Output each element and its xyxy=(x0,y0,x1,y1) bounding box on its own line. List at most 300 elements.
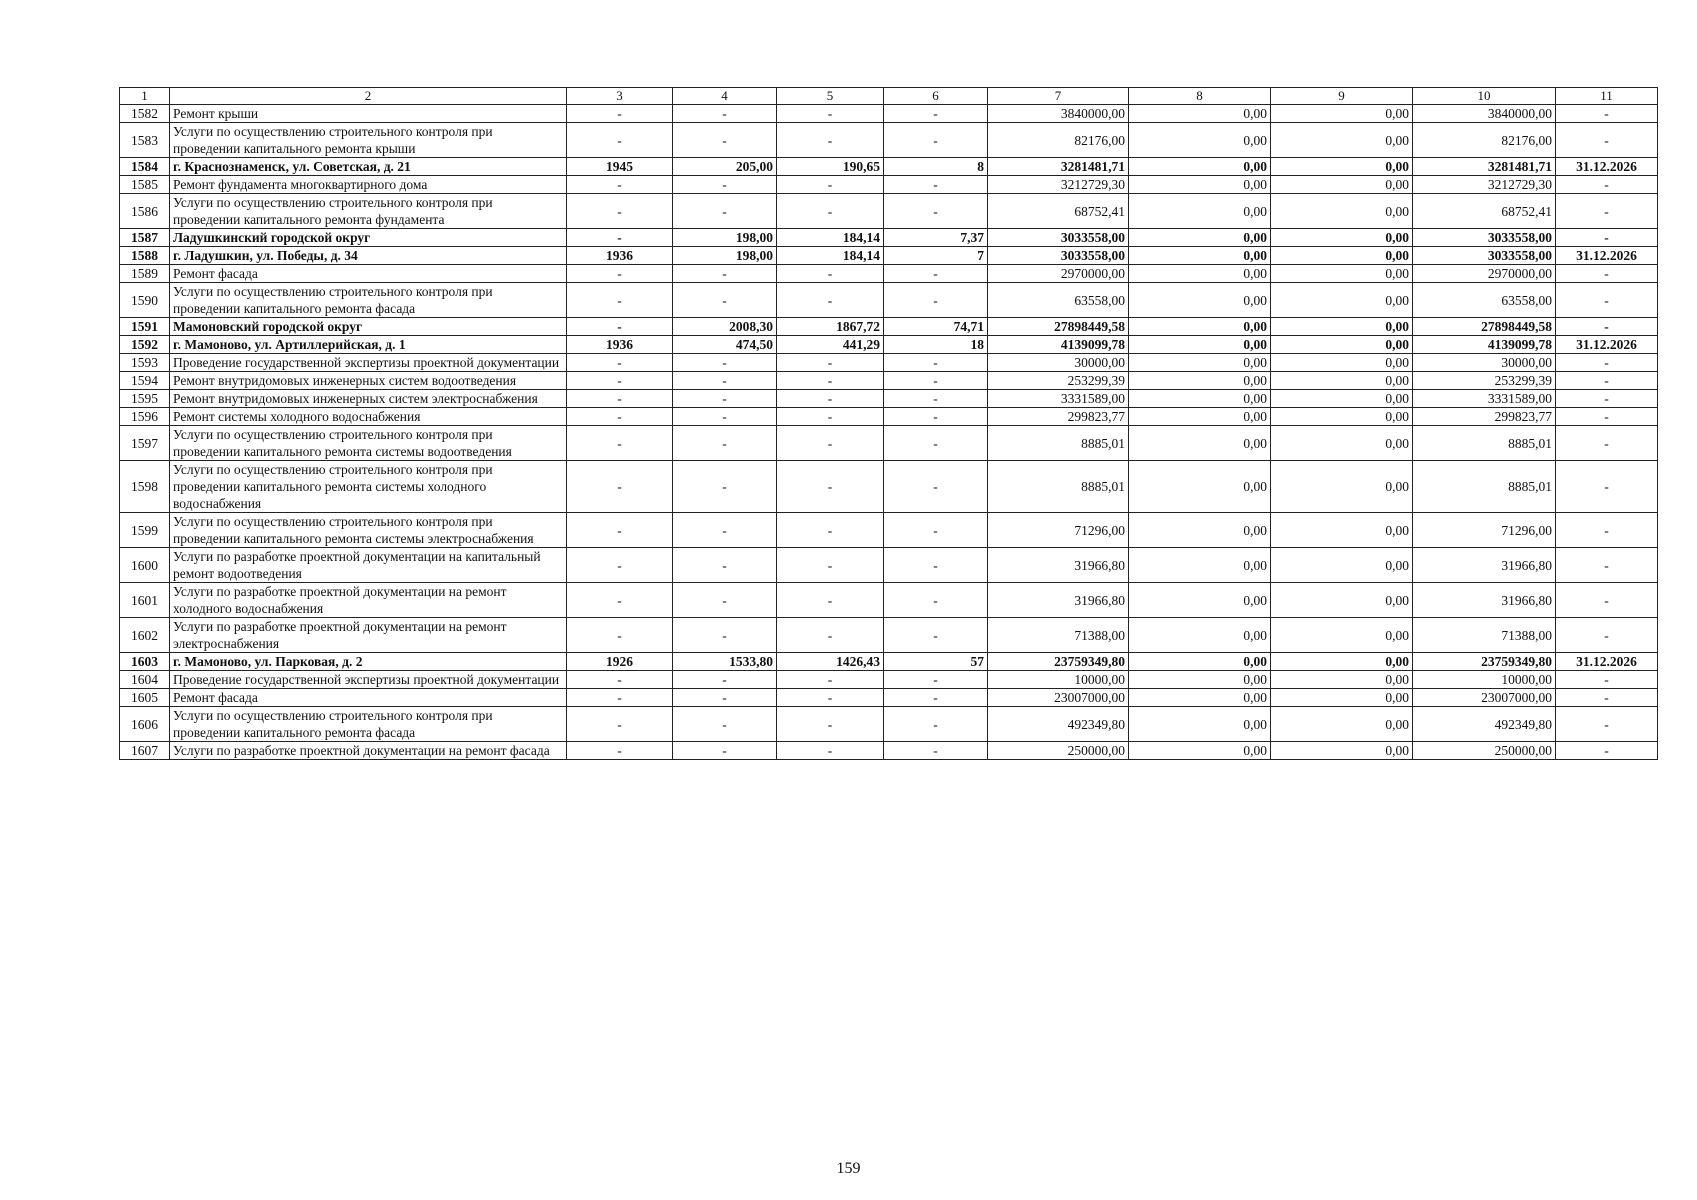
row-number-cell: 1583 xyxy=(120,123,170,158)
col10-cell: 27898449,58 xyxy=(1413,318,1556,336)
name-cell: г. Краснознаменск, ул. Советская, д. 21 xyxy=(170,158,567,176)
col8-cell: 0,00 xyxy=(1129,548,1271,583)
table-row xyxy=(120,229,1658,247)
name-cell: Услуги по разработке проектной документации на ремонт электроснабжения xyxy=(170,618,567,653)
row-number-cell: 1590 xyxy=(120,283,170,318)
col7-cell: 4139099,78 xyxy=(988,336,1129,354)
year-cell: - xyxy=(567,583,673,618)
col4-cell: - xyxy=(673,461,777,513)
row-number-cell: 1586 xyxy=(120,194,170,229)
col10-cell: 8885,01 xyxy=(1413,461,1556,513)
name-cell: Услуги по разработке проектной документации на ремонт фасада xyxy=(170,742,567,760)
year-cell: - xyxy=(567,372,673,390)
col8-cell: 0,00 xyxy=(1129,229,1271,247)
col8-cell: 0,00 xyxy=(1129,513,1271,548)
col7-cell: 3840000,00 xyxy=(988,105,1129,123)
table-row xyxy=(120,618,1658,653)
col6-cell: - xyxy=(884,548,988,583)
column-header: 8 xyxy=(1129,88,1271,105)
col4-cell: - xyxy=(673,105,777,123)
column-header: 3 xyxy=(567,88,673,105)
name-cell: Ремонт фасада xyxy=(170,689,567,707)
col6-cell: - xyxy=(884,123,988,158)
date-cell: 31.12.2026 xyxy=(1556,653,1658,671)
col6-cell: - xyxy=(884,426,988,461)
col9-cell: 0,00 xyxy=(1271,176,1413,194)
year-cell: - xyxy=(567,426,673,461)
col9-cell: 0,00 xyxy=(1271,372,1413,390)
table-row xyxy=(120,194,1658,229)
col8-cell: 0,00 xyxy=(1129,158,1271,176)
row-number-cell: 1605 xyxy=(120,689,170,707)
col10-cell: 3840000,00 xyxy=(1413,105,1556,123)
col5-cell: - xyxy=(777,354,884,372)
col9-cell: 0,00 xyxy=(1271,513,1413,548)
table-row xyxy=(120,653,1658,671)
col8-cell: 0,00 xyxy=(1129,123,1271,158)
col5-cell: - xyxy=(777,618,884,653)
col5-cell: 441,29 xyxy=(777,336,884,354)
row-number-cell: 1604 xyxy=(120,671,170,689)
row-number-cell: 1603 xyxy=(120,653,170,671)
table-row xyxy=(120,390,1658,408)
col7-cell: 27898449,58 xyxy=(988,318,1129,336)
col4-cell: - xyxy=(673,583,777,618)
year-cell: - xyxy=(567,354,673,372)
col10-cell: 3212729,30 xyxy=(1413,176,1556,194)
column-header: 7 xyxy=(988,88,1129,105)
column-header: 6 xyxy=(884,88,988,105)
col6-cell: 18 xyxy=(884,336,988,354)
name-cell: Услуги по осуществлению строительного контроля при проведении капитального ремонта системы водоотведения xyxy=(170,426,567,461)
col9-cell: 0,00 xyxy=(1271,283,1413,318)
col8-cell: 0,00 xyxy=(1129,426,1271,461)
year-cell: 1936 xyxy=(567,247,673,265)
col7-cell: 3033558,00 xyxy=(988,229,1129,247)
col8-cell: 0,00 xyxy=(1129,583,1271,618)
year-cell: - xyxy=(567,194,673,229)
date-cell: - xyxy=(1556,318,1658,336)
column-header: 10 xyxy=(1413,88,1556,105)
col5-cell: - xyxy=(777,707,884,742)
col10-cell: 492349,80 xyxy=(1413,707,1556,742)
col5-cell: 190,65 xyxy=(777,158,884,176)
col9-cell: 0,00 xyxy=(1271,229,1413,247)
col7-cell: 68752,41 xyxy=(988,194,1129,229)
year-cell: 1936 xyxy=(567,336,673,354)
year-cell: - xyxy=(567,390,673,408)
year-cell: - xyxy=(567,742,673,760)
row-number-cell: 1607 xyxy=(120,742,170,760)
col5-cell: - xyxy=(777,123,884,158)
date-cell: 31.12.2026 xyxy=(1556,158,1658,176)
col8-cell: 0,00 xyxy=(1129,689,1271,707)
col8-cell: 0,00 xyxy=(1129,390,1271,408)
table-row xyxy=(120,426,1658,461)
year-cell: - xyxy=(567,408,673,426)
col6-cell: 8 xyxy=(884,158,988,176)
col10-cell: 82176,00 xyxy=(1413,123,1556,158)
col7-cell: 8885,01 xyxy=(988,426,1129,461)
col9-cell: 0,00 xyxy=(1271,318,1413,336)
col4-cell: - xyxy=(673,372,777,390)
col9-cell: 0,00 xyxy=(1271,618,1413,653)
col5-cell: - xyxy=(777,671,884,689)
year-cell: - xyxy=(567,671,673,689)
col10-cell: 3033558,00 xyxy=(1413,247,1556,265)
column-header: 5 xyxy=(777,88,884,105)
col9-cell: 0,00 xyxy=(1271,336,1413,354)
col8-cell: 0,00 xyxy=(1129,372,1271,390)
name-cell: г. Мамоново, ул. Парковая, д. 2 xyxy=(170,653,567,671)
col8-cell: 0,00 xyxy=(1129,336,1271,354)
col10-cell: 31966,80 xyxy=(1413,583,1556,618)
date-cell: - xyxy=(1556,176,1658,194)
date-cell: 31.12.2026 xyxy=(1556,336,1658,354)
date-cell: - xyxy=(1556,390,1658,408)
col7-cell: 3033558,00 xyxy=(988,247,1129,265)
name-cell: Мамоновский городской округ xyxy=(170,318,567,336)
col7-cell: 2970000,00 xyxy=(988,265,1129,283)
col6-cell: - xyxy=(884,742,988,760)
name-cell: Ремонт фундамента многоквартирного дома xyxy=(170,176,567,194)
row-number-cell: 1593 xyxy=(120,354,170,372)
col5-cell: - xyxy=(777,372,884,390)
col7-cell: 253299,39 xyxy=(988,372,1129,390)
year-cell: - xyxy=(567,229,673,247)
col6-cell: - xyxy=(884,689,988,707)
row-number-cell: 1601 xyxy=(120,583,170,618)
year-cell: - xyxy=(567,548,673,583)
row-number-cell: 1585 xyxy=(120,176,170,194)
row-number-cell: 1588 xyxy=(120,247,170,265)
col7-cell: 3281481,71 xyxy=(988,158,1129,176)
row-number-cell: 1597 xyxy=(120,426,170,461)
name-cell: Ремонт внутридомовых инженерных систем водоотведения xyxy=(170,372,567,390)
row-number-cell: 1584 xyxy=(120,158,170,176)
col9-cell: 0,00 xyxy=(1271,426,1413,461)
col7-cell: 299823,77 xyxy=(988,408,1129,426)
col7-cell: 63558,00 xyxy=(988,283,1129,318)
col4-cell: 205,00 xyxy=(673,158,777,176)
col8-cell: 0,00 xyxy=(1129,265,1271,283)
date-cell: - xyxy=(1556,742,1658,760)
row-number-cell: 1594 xyxy=(120,372,170,390)
col7-cell: 3331589,00 xyxy=(988,390,1129,408)
year-cell: 1926 xyxy=(567,653,673,671)
col8-cell: 0,00 xyxy=(1129,408,1271,426)
col6-cell: - xyxy=(884,354,988,372)
table-row xyxy=(120,707,1658,742)
col5-cell: - xyxy=(777,513,884,548)
col5-cell: - xyxy=(777,583,884,618)
col7-cell: 250000,00 xyxy=(988,742,1129,760)
col10-cell: 71388,00 xyxy=(1413,618,1556,653)
table-row xyxy=(120,336,1658,354)
col4-cell: - xyxy=(673,513,777,548)
col6-cell: - xyxy=(884,194,988,229)
col10-cell: 30000,00 xyxy=(1413,354,1556,372)
col10-cell: 3331589,00 xyxy=(1413,390,1556,408)
row-number-cell: 1598 xyxy=(120,461,170,513)
row-number-cell: 1602 xyxy=(120,618,170,653)
col4-cell: - xyxy=(673,426,777,461)
year-cell: - xyxy=(567,123,673,158)
col5-cell: - xyxy=(777,742,884,760)
col6-cell: 7,37 xyxy=(884,229,988,247)
date-cell: - xyxy=(1556,194,1658,229)
col8-cell: 0,00 xyxy=(1129,354,1271,372)
name-cell: Услуги по осуществлению строительного контроля при проведении капитального ремонта крыши xyxy=(170,123,567,158)
table-row xyxy=(120,123,1658,158)
name-cell: Ремонт фасада xyxy=(170,265,567,283)
col4-cell: 198,00 xyxy=(673,229,777,247)
col8-cell: 0,00 xyxy=(1129,742,1271,760)
col4-cell: - xyxy=(673,742,777,760)
col7-cell: 82176,00 xyxy=(988,123,1129,158)
col4-cell: - xyxy=(673,265,777,283)
col9-cell: 0,00 xyxy=(1271,105,1413,123)
year-cell: - xyxy=(567,176,673,194)
col5-cell: 1426,43 xyxy=(777,653,884,671)
col10-cell: 23007000,00 xyxy=(1413,689,1556,707)
col4-cell: - xyxy=(673,689,777,707)
table-row xyxy=(120,548,1658,583)
name-cell: г. Ладушкин, ул. Победы, д. 34 xyxy=(170,247,567,265)
table-row xyxy=(120,158,1658,176)
row-number-cell: 1582 xyxy=(120,105,170,123)
table-row xyxy=(120,461,1658,513)
col8-cell: 0,00 xyxy=(1129,671,1271,689)
col4-cell: 474,50 xyxy=(673,336,777,354)
col6-cell: - xyxy=(884,461,988,513)
col8-cell: 0,00 xyxy=(1129,283,1271,318)
col6-cell: - xyxy=(884,671,988,689)
col6-cell: 57 xyxy=(884,653,988,671)
col6-cell: - xyxy=(884,618,988,653)
col4-cell: - xyxy=(673,671,777,689)
name-cell: Услуги по осуществлению строительного контроля при проведении капитального ремонта фасада xyxy=(170,707,567,742)
col10-cell: 63558,00 xyxy=(1413,283,1556,318)
col9-cell: 0,00 xyxy=(1271,390,1413,408)
col7-cell: 23007000,00 xyxy=(988,689,1129,707)
col4-cell: - xyxy=(673,548,777,583)
col8-cell: 0,00 xyxy=(1129,461,1271,513)
col7-cell: 10000,00 xyxy=(988,671,1129,689)
col5-cell: - xyxy=(777,408,884,426)
col9-cell: 0,00 xyxy=(1271,194,1413,229)
name-cell: Проведение государственной экспертизы проектной документации xyxy=(170,671,567,689)
row-number-cell: 1587 xyxy=(120,229,170,247)
table-row xyxy=(120,372,1658,390)
name-cell: Ремонт системы холодного водоснабжения xyxy=(170,408,567,426)
col6-cell: - xyxy=(884,390,988,408)
date-cell: - xyxy=(1556,408,1658,426)
row-number-cell: 1589 xyxy=(120,265,170,283)
table-row xyxy=(120,283,1658,318)
col8-cell: 0,00 xyxy=(1129,194,1271,229)
date-cell: - xyxy=(1556,689,1658,707)
name-cell: Услуги по осуществлению строительного контроля при проведении капитального ремонта системы холодного водоснабжения xyxy=(170,461,567,513)
col5-cell: - xyxy=(777,548,884,583)
col10-cell: 253299,39 xyxy=(1413,372,1556,390)
row-number-cell: 1599 xyxy=(120,513,170,548)
col6-cell: - xyxy=(884,583,988,618)
col8-cell: 0,00 xyxy=(1129,105,1271,123)
col10-cell: 71296,00 xyxy=(1413,513,1556,548)
col4-cell: 198,00 xyxy=(673,247,777,265)
col9-cell: 0,00 xyxy=(1271,671,1413,689)
date-cell: - xyxy=(1556,105,1658,123)
col10-cell: 31966,80 xyxy=(1413,548,1556,583)
name-cell: Проведение государственной экспертизы проектной документации xyxy=(170,354,567,372)
col10-cell: 299823,77 xyxy=(1413,408,1556,426)
name-cell: Ремонт внутридомовых инженерных систем электроснабжения xyxy=(170,390,567,408)
date-cell: - xyxy=(1556,671,1658,689)
name-cell: Ремонт крыши xyxy=(170,105,567,123)
col4-cell: 1533,80 xyxy=(673,653,777,671)
table-row xyxy=(120,247,1658,265)
col9-cell: 0,00 xyxy=(1271,548,1413,583)
col6-cell: 74,71 xyxy=(884,318,988,336)
col9-cell: 0,00 xyxy=(1271,653,1413,671)
name-cell: г. Мамоново, ул. Артиллерийская, д. 1 xyxy=(170,336,567,354)
col5-cell: - xyxy=(777,194,884,229)
col4-cell: - xyxy=(673,123,777,158)
col4-cell: - xyxy=(673,354,777,372)
col5-cell: 184,14 xyxy=(777,229,884,247)
col10-cell: 4139099,78 xyxy=(1413,336,1556,354)
col9-cell: 0,00 xyxy=(1271,408,1413,426)
name-cell: Услуги по разработке проектной документации на ремонт холодного водоснабжения xyxy=(170,583,567,618)
row-number-cell: 1600 xyxy=(120,548,170,583)
col7-cell: 31966,80 xyxy=(988,583,1129,618)
register-table xyxy=(119,87,1658,760)
col4-cell: - xyxy=(673,618,777,653)
table-row xyxy=(120,671,1658,689)
column-header-row xyxy=(120,88,1658,105)
name-cell: Услуги по осуществлению строительного контроля при проведении капитального ремонта фасада xyxy=(170,283,567,318)
table-row xyxy=(120,318,1658,336)
date-cell: - xyxy=(1556,283,1658,318)
row-number-cell: 1592 xyxy=(120,336,170,354)
col9-cell: 0,00 xyxy=(1271,265,1413,283)
col10-cell: 3033558,00 xyxy=(1413,229,1556,247)
table-row xyxy=(120,689,1658,707)
row-number-cell: 1595 xyxy=(120,390,170,408)
col6-cell: - xyxy=(884,265,988,283)
col10-cell: 2970000,00 xyxy=(1413,265,1556,283)
column-header: 2 xyxy=(170,88,567,105)
col6-cell: - xyxy=(884,707,988,742)
col4-cell: 2008,30 xyxy=(673,318,777,336)
col7-cell: 71388,00 xyxy=(988,618,1129,653)
col5-cell: - xyxy=(777,390,884,408)
year-cell: - xyxy=(567,513,673,548)
year-cell: - xyxy=(567,105,673,123)
col7-cell: 31966,80 xyxy=(988,548,1129,583)
col6-cell: 7 xyxy=(884,247,988,265)
table-row xyxy=(120,583,1658,618)
table-row xyxy=(120,408,1658,426)
col8-cell: 0,00 xyxy=(1129,247,1271,265)
row-number-cell: 1596 xyxy=(120,408,170,426)
name-cell: Услуги по осуществлению строительного контроля при проведении капитального ремонта системы электроснабжения xyxy=(170,513,567,548)
col10-cell: 10000,00 xyxy=(1413,671,1556,689)
date-cell: - xyxy=(1556,265,1658,283)
column-header: 11 xyxy=(1556,88,1658,105)
table-row xyxy=(120,742,1658,760)
date-cell: - xyxy=(1556,354,1658,372)
date-cell: - xyxy=(1556,513,1658,548)
col5-cell: - xyxy=(777,105,884,123)
col5-cell: - xyxy=(777,461,884,513)
year-cell: - xyxy=(567,689,673,707)
col9-cell: 0,00 xyxy=(1271,707,1413,742)
date-cell: - xyxy=(1556,583,1658,618)
col5-cell: - xyxy=(777,426,884,461)
col9-cell: 0,00 xyxy=(1271,123,1413,158)
col10-cell: 23759349,80 xyxy=(1413,653,1556,671)
date-cell: - xyxy=(1556,426,1658,461)
col8-cell: 0,00 xyxy=(1129,653,1271,671)
col6-cell: - xyxy=(884,513,988,548)
date-cell: - xyxy=(1556,372,1658,390)
col5-cell: 1867,72 xyxy=(777,318,884,336)
col7-cell: 3212729,30 xyxy=(988,176,1129,194)
year-cell: - xyxy=(567,461,673,513)
column-header: 9 xyxy=(1271,88,1413,105)
col6-cell: - xyxy=(884,283,988,318)
col8-cell: 0,00 xyxy=(1129,176,1271,194)
col4-cell: - xyxy=(673,707,777,742)
col9-cell: 0,00 xyxy=(1271,689,1413,707)
col9-cell: 0,00 xyxy=(1271,354,1413,372)
date-cell: - xyxy=(1556,229,1658,247)
col5-cell: - xyxy=(777,176,884,194)
col4-cell: - xyxy=(673,408,777,426)
col10-cell: 250000,00 xyxy=(1413,742,1556,760)
col10-cell: 8885,01 xyxy=(1413,426,1556,461)
table-row xyxy=(120,105,1658,123)
col7-cell: 71296,00 xyxy=(988,513,1129,548)
year-cell: 1945 xyxy=(567,158,673,176)
col7-cell: 23759349,80 xyxy=(988,653,1129,671)
col4-cell: - xyxy=(673,194,777,229)
col4-cell: - xyxy=(673,176,777,194)
col7-cell: 8885,01 xyxy=(988,461,1129,513)
col9-cell: 0,00 xyxy=(1271,461,1413,513)
year-cell: - xyxy=(567,618,673,653)
col9-cell: 0,00 xyxy=(1271,247,1413,265)
col6-cell: - xyxy=(884,176,988,194)
date-cell: - xyxy=(1556,461,1658,513)
col4-cell: - xyxy=(673,390,777,408)
col9-cell: 0,00 xyxy=(1271,158,1413,176)
name-cell: Услуги по осуществлению строительного контроля при проведении капитального ремонта фундамента xyxy=(170,194,567,229)
date-cell: - xyxy=(1556,123,1658,158)
col5-cell: 184,14 xyxy=(777,247,884,265)
col8-cell: 0,00 xyxy=(1129,707,1271,742)
date-cell: - xyxy=(1556,707,1658,742)
column-header: 1 xyxy=(120,88,170,105)
year-cell: - xyxy=(567,265,673,283)
year-cell: - xyxy=(567,318,673,336)
col5-cell: - xyxy=(777,265,884,283)
table-row xyxy=(120,513,1658,548)
page-number: 159 xyxy=(836,1160,861,1177)
year-cell: - xyxy=(567,283,673,318)
